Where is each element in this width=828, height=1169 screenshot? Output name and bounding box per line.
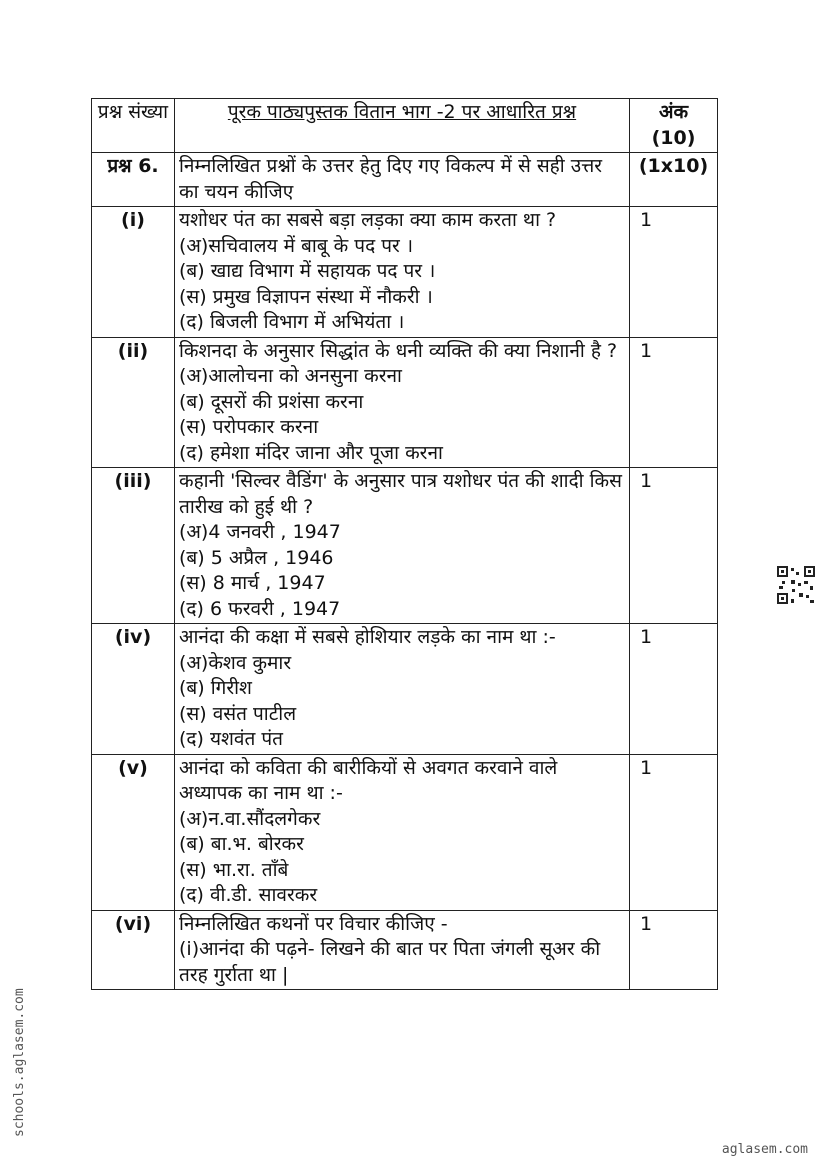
question-row [92, 468, 718, 624]
option-text: (i)आनंदा की पढ़ने- लिखने की बात पर पिता जंगली सूअर की तरह गुर्राता था | [179, 938, 601, 986]
option-text: (ब) बा.भ. बोरकर [179, 833, 304, 855]
intro-marks: (1x10) [630, 153, 718, 207]
option-text: (स) वसंत पाटील [179, 702, 297, 725]
question-number: (i) [92, 207, 175, 338]
question-row [92, 207, 718, 338]
footer-watermark: aglasem.com [721, 1142, 808, 1157]
option-text: (द) वी.डी. सावरकर [179, 884, 318, 906]
question-row [92, 754, 718, 910]
option-text: (अ)सचिवालय में बाबू के पद पर । [179, 234, 414, 257]
intro-row [92, 153, 718, 207]
intro-text: निम्नलिखित प्रश्नों के उत्तर हेतु दिए गए विकल्प में से सही उत्तर का चयन कीजिए [175, 153, 630, 207]
question-text: यशोधर पंत का सबसे बड़ा लड़का क्या काम करता था ? [179, 209, 557, 231]
question-cell [175, 754, 630, 910]
question-number: (vi) [92, 910, 175, 990]
question-number: (v) [92, 754, 175, 910]
question-number: (iii) [92, 468, 175, 624]
option-text: (द) 6 फरवरी , 1947 [179, 597, 341, 620]
question-row [92, 337, 718, 468]
option-text: (ब) 5 अप्रैल , 1946 [179, 546, 334, 569]
question-marks: 1 [630, 624, 718, 755]
option-text: (ब) गिरीश [179, 677, 252, 699]
option-text: (स) परोपकार करना [179, 416, 319, 438]
question-marks: 1 [630, 337, 718, 468]
option-text: (अ)4 जनवरी , 1947 [179, 521, 341, 543]
question-number: (ii) [92, 337, 175, 468]
question-marks: 1 [630, 754, 718, 910]
question-text: आनंदा को कविता की बारीकियों से अवगत करवाने वाले अध्यापक का नाम था :- [179, 756, 558, 804]
question-cell [175, 207, 630, 338]
option-text: (स) 8 मार्च , 1947 [179, 572, 326, 594]
option-text: (ब) दूसरों की प्रशंसा करना [179, 390, 364, 413]
question-cell [175, 624, 630, 755]
intro-qno: प्रश्न 6. [92, 153, 175, 207]
question-row [92, 624, 718, 755]
question-cell [175, 468, 630, 624]
option-text: (स) प्रमुख विज्ञापन संस्था में नौकरी । [179, 285, 433, 308]
question-number: (iv) [92, 624, 175, 755]
question-text: आनंदा की कक्षा में सबसे होशियार लड़के का नाम था :- [179, 626, 556, 648]
side-watermark: schools.aglasem.com [12, 988, 27, 1137]
option-text: (अ)केशव कुमार [179, 651, 292, 674]
question-cell [175, 337, 630, 468]
question-marks: 1 [630, 207, 718, 338]
question-text: निम्नलिखित कथनों पर विचार कीजिए - [179, 912, 448, 935]
option-text: (अ)आलोचना को अनसुना करना [179, 365, 402, 387]
question-marks: 1 [630, 468, 718, 624]
option-text: (अ)न.वा.सौंदलगेकर [179, 807, 321, 830]
option-text: (द) बिजली विभाग में अभियंता । [179, 311, 405, 333]
header-row [92, 99, 718, 153]
question-text: कहानी 'सिल्वर वैडिंग' के अनुसार पात्र यशोधर पंत की शादी किस तारीख को हुई थी ? [179, 470, 622, 518]
header-qno: प्रश्न संख्या [92, 99, 175, 153]
header-title: पूरक पाठ्यपुस्तक वितान भाग -2 पर आधारित प्रश्न [175, 99, 630, 153]
question-table [91, 98, 718, 990]
header-marks: अंक (10) [630, 99, 718, 153]
option-text: (द) हमेशा मंदिर जाना और पूजा करना [179, 441, 443, 464]
option-text: (ब) खाद्य विभाग में सहायक पद पर । [179, 260, 436, 282]
question-row [92, 910, 718, 990]
option-text: (द) यशवंत पंत [179, 728, 283, 750]
question-text: किशनदा के अनुसार सिद्धांत के धनी व्यक्ति की क्या निशानी है ? [179, 339, 618, 362]
qr-code [777, 566, 815, 604]
question-cell [175, 910, 630, 990]
option-text: (स) भा.रा. ताँबे [179, 858, 289, 881]
question-marks: 1 [630, 910, 718, 990]
